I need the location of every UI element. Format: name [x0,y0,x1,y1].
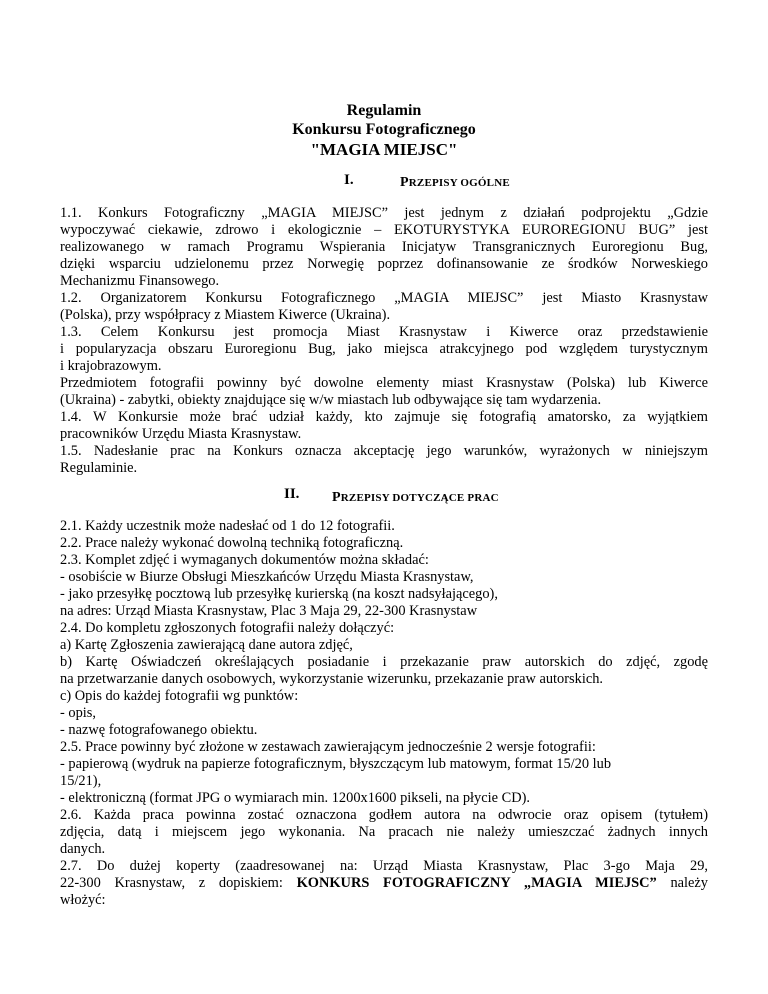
paragraph-line: - osobiście w Biurze Obsługi Mieszkańców Urzędu Miasta Krasnystaw, [60,569,474,585]
section-1-title: PRZEPISY OGÓLNE [400,175,510,190]
paragraph-line: (Ukraina) - zabytki, obiekty znajdujące się w/w miastach lub odbywające się tam wydarzenia. [60,392,602,408]
paragraph-line: i popularyzacja obszaru Euroregionu Bug, jako miejsca atrakcyjnego pod względem turystycznym [60,341,708,357]
paragraph-line: 2.6. Każda praca powinna zostać oznaczona godłem autora na odwrocie oraz opisem (tytułem) [60,807,708,823]
title-line-1: Regulamin [346,102,422,119]
paragraph-line: - papierową (wydruk na papierze fotograficznym, błyszczącym lub matowym, format 15/20 lub [60,756,612,772]
paragraph-line: - nazwę fotografowanego obiektu. [60,722,258,738]
paragraph-line: na przetwarzanie danych osobowych, wykorzystanie wizerunku, przekazanie praw autorskich. [60,671,604,687]
paragraph-line: i krajobrazowym. [60,358,162,374]
paragraph-line: 2.2. Prace należy wykonać dowolną techniką fotograficzną. [60,535,404,551]
section-2-body [60,518,708,909]
title-line-2: Konkursu Fotograficznego [292,121,476,138]
paragraph-line: 2.4. Do kompletu zgłoszonych fotografii należy dołączyć: [60,620,395,636]
paragraph-line: 1.3. Celem Konkursu jest promocja Miast Krasnystaw i Kiwerce oraz przedstawienie [60,324,708,340]
paragraph-line: - elektroniczną (format JPG o wymiarach min. 1200x1600 pikseli, na płycie CD). [60,790,530,806]
paragraph-line: Przedmiotem fotografii powinny być dowolne elementy miast Krasnystaw (Polska) lub Kiwerce [60,375,708,391]
paragraph-line: a) Kartę Zgłoszenia zawierającą dane autora zdjęć, [60,637,353,653]
paragraph-line: danych. [60,841,106,857]
section-2-title: PRZEPISY DOTYCZĄCE PRAC [332,490,499,505]
paragraph-line: zdjęcia, datą i miejscem jego wykonania. Na pracach nie należy umieszczać żadnych innych [60,824,708,840]
paragraph-line: 2.3. Komplet zdjęć i wymaganych dokumentów można składać: [60,552,429,568]
paragraph-line: pracowników Urzędu Miasta Krasnystaw. [60,426,302,442]
paragraph-line: 1.1. Konkurs Fotograficzny „MAGIA MIEJSC” jest jednym z działań podprojektu „Gdzie [60,205,708,221]
paragraph-line: 2.5. Prace powinny być złożone w zestawach zawierającym jednocześnie 2 wersje fotografii: [60,739,596,755]
paragraph-line: wypoczywać ciekawie, zdrowo i ekologicznie – EKOTURYSTYKA EUROREGIONU BUG” jest [60,222,708,238]
paragraph-line: dzięki wsparciu udzielonemu przez Norwegię poprzez dofinansowanie ze środków Norweskiego [60,256,708,272]
paragraph-line: 1.4. W Konkursie może brać udział każdy, kto zajmuje się fotografią amatorsko, za wyjątkiem [60,409,708,425]
contest-name-emphasis: KONKURS FOTOGRAFICZNY „MAGIA MIEJSC” [296,875,657,891]
section-1-body [60,205,708,477]
paragraph-line: Regulaminie. [60,460,138,476]
paragraph-line: 2.7. Do dużej koperty (zaadresowanej na: Urząd Miasta Krasnystaw, Plac 3-go Maja 29, [60,858,708,874]
paragraph-line: włożyć: [60,892,106,908]
title-line-3: "MAGIA MIEJSC" [310,140,458,159]
paragraph-line: c) Opis do każdej fotografii wg punktów: [60,688,299,704]
paragraph-line: 1.5. Nadesłanie prac na Konkurs oznacza akceptację jego warunków, wyrażonych w niniejszym [60,443,708,459]
paragraph-line: 2.1. Każdy uczestnik może nadesłać od 1 do 12 fotografii. [60,518,395,534]
paragraph-line: 15/21), [60,773,102,789]
section-1-number: I. [344,172,354,188]
paragraph-line: na adres: Urząd Miasta Krasnystaw, Plac 3 Maja 29, 22-300 Krasnystaw [60,603,478,619]
paragraph-line: - opis, [60,705,96,721]
paragraph-line: 1.2. Organizatorem Konkursu Fotograficznego „MAGIA MIEJSC” jest Miasto Krasnystaw [60,290,708,306]
paragraph-line: realizowanego w ramach Programu Wspierania Inicjatyw Transgranicznych Euroregionu Bug, [60,239,708,255]
paragraph-line: - jako przesyłkę pocztową lub przesyłkę kurierską (na koszt nadsyłającego), [60,586,498,602]
section-2-number: II. [284,486,300,502]
paragraph-line: Mechanizmu Finansowego. [60,273,220,289]
paragraph-line: 22-300 Krasnystaw, z dopiskiem: KONKURS FOTOGRAFICZNY „MAGIA MIEJSC” należy [60,875,708,891]
paragraph-line: b) Kartę Oświadczeń określających posiadanie i przekazanie praw autorskich do zdjęć, zgodę [60,654,708,670]
paragraph-line: (Polska), przy współpracy z Miastem Kiwerce (Ukraina). [60,307,391,323]
